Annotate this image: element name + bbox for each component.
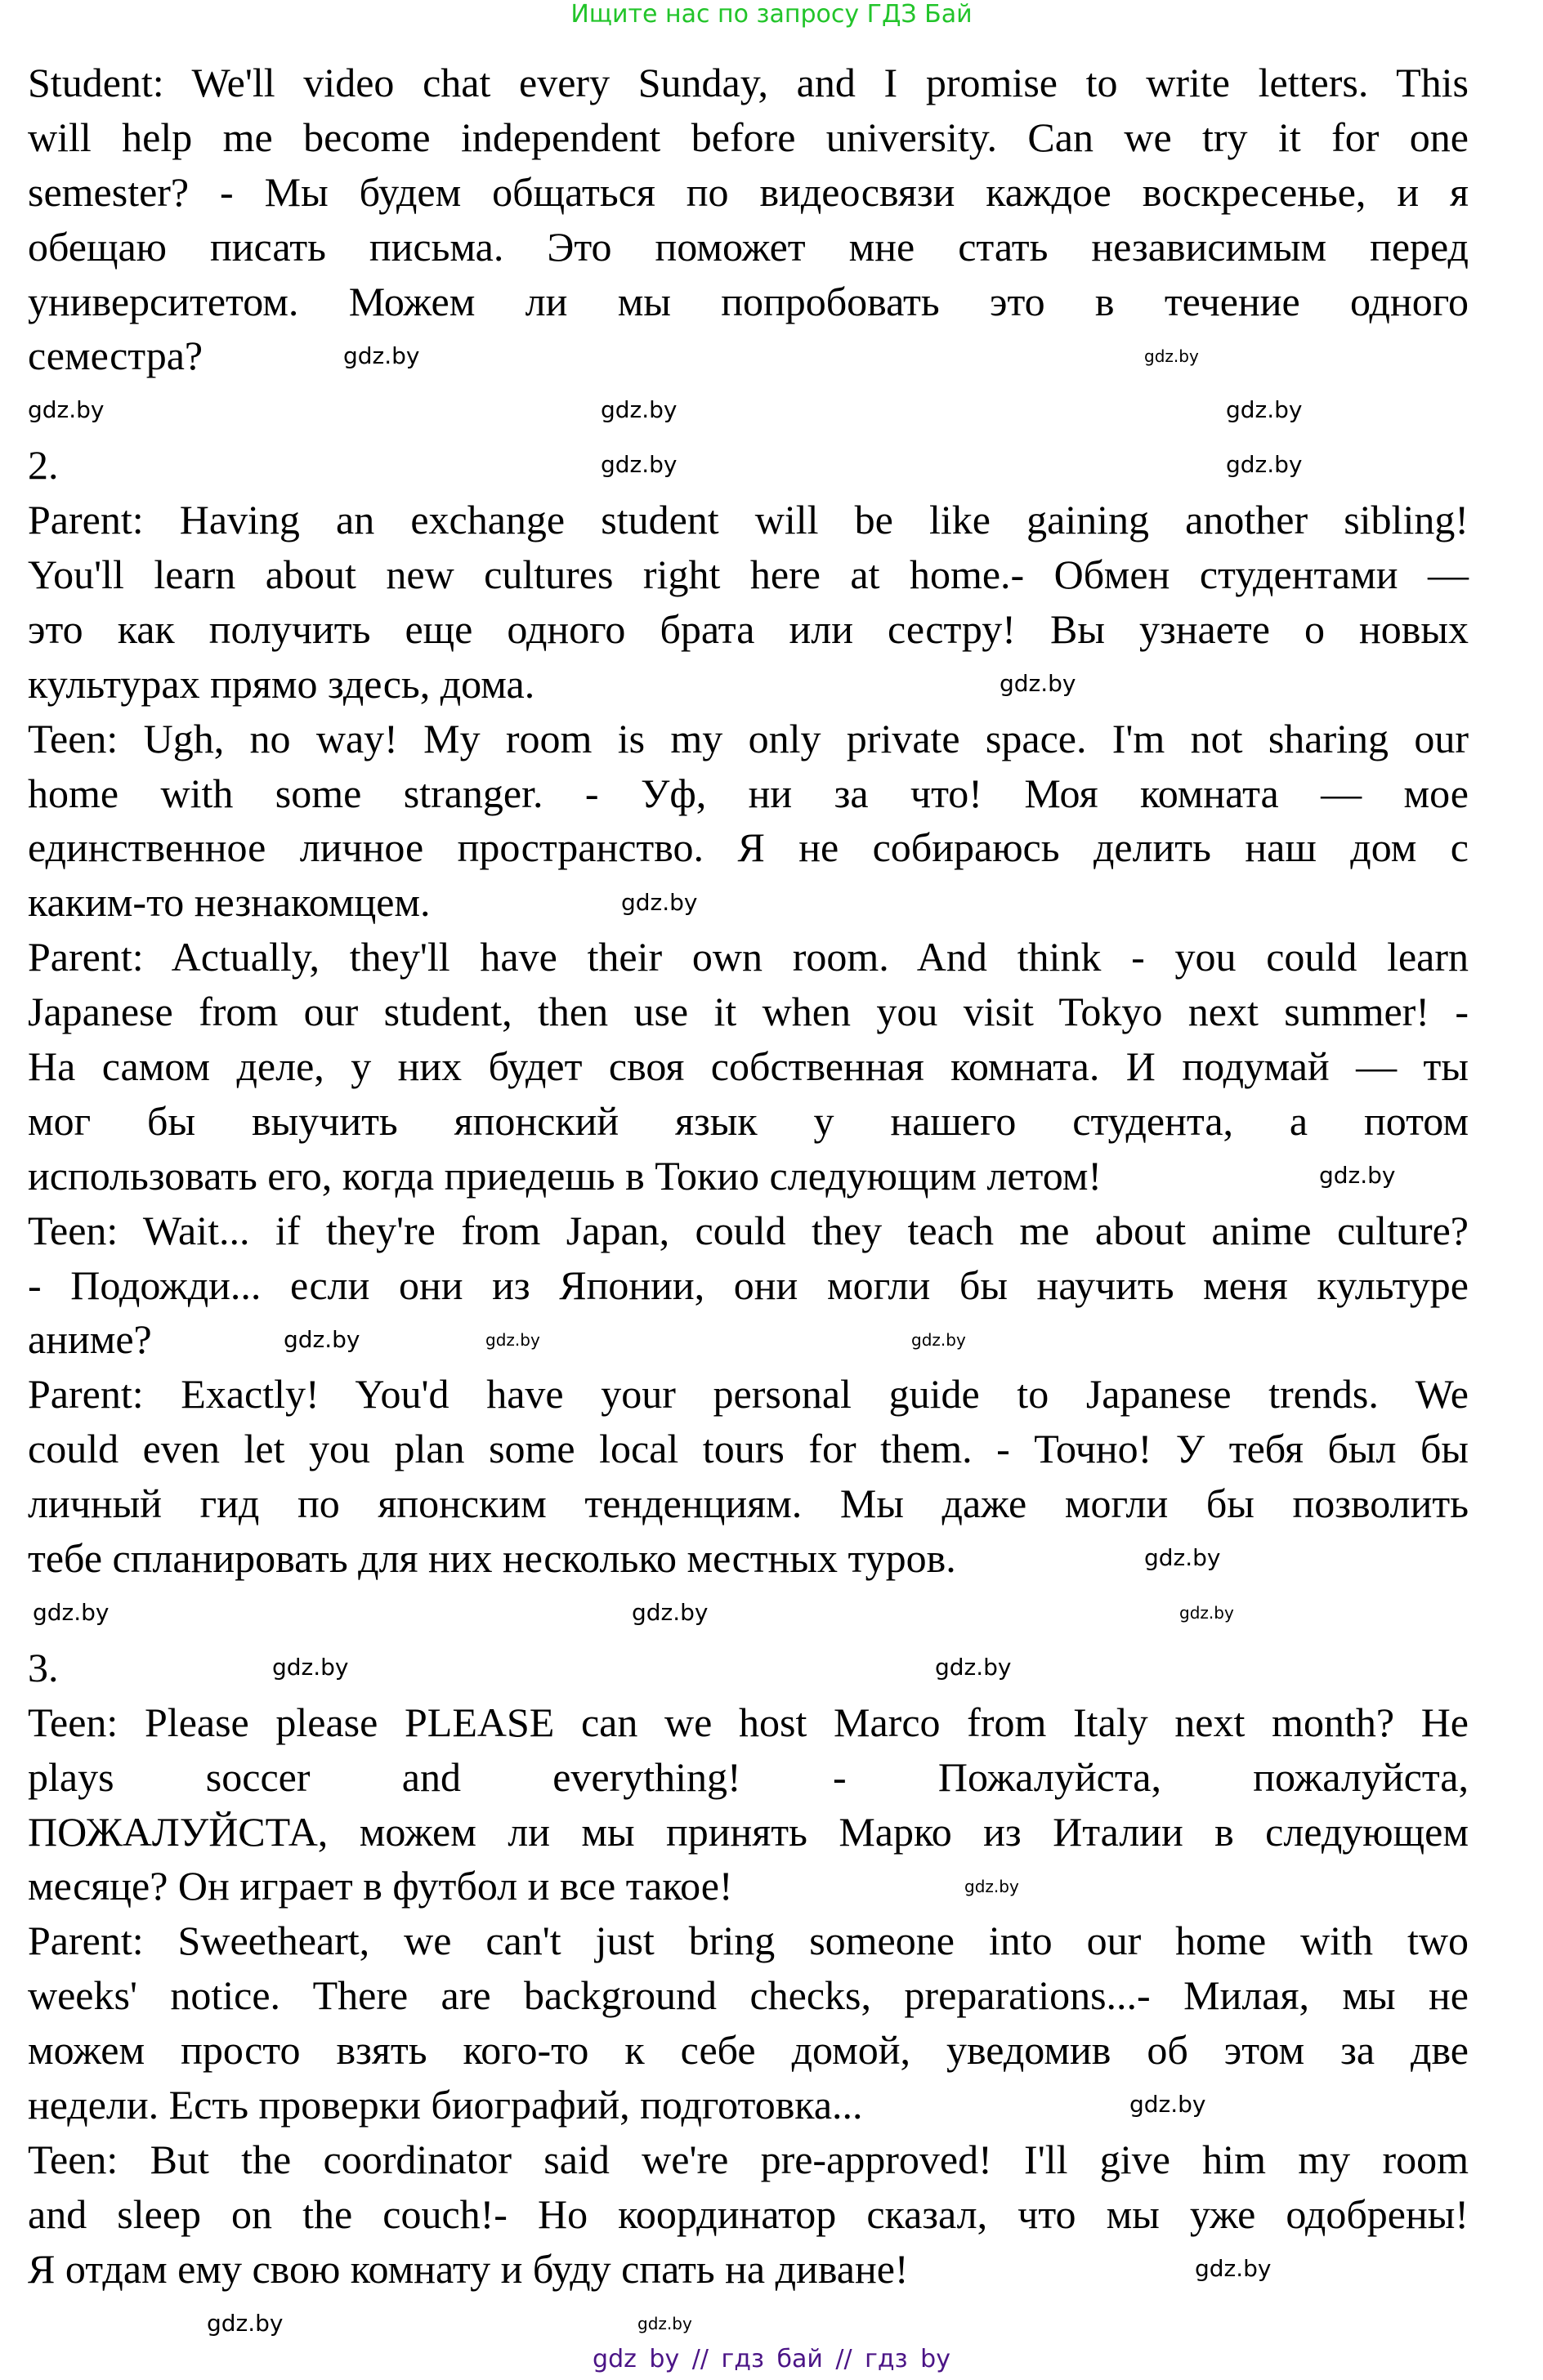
watermark: gdz.by [632,1599,709,1627]
paragraph [28,56,1469,383]
text-line: - Подожди... если они из Японии, они могли бы научить меня культуре [28,1261,1469,1308]
text-line [28,1586,1469,1641]
text-line: месяце? Он играет в футбол и все такое! [28,1863,733,1909]
paragraph [28,1203,1469,1368]
search-hint-banner: Ищите нас по запросу ГДЗ Бай [570,0,973,29]
text-line: Teen: Ugh, no way! My room is my only private space. I'm not sharing our [28,715,1469,761]
text-line: обещаю писать письма. Это поможет мне стать независимым перед [28,223,1469,270]
text-line: университетом. Можем ли мы попробовать это в течение одного [28,278,1469,324]
text-line: 2. [28,442,59,489]
paragraph [28,1641,1469,1695]
watermark: gdz.by [964,1876,1019,1896]
text-line: аниме? [28,1316,152,1363]
text-line: Teen: Please please PLEASE can we host Marco from Italy next month? He [28,1699,1469,1745]
watermark: gdz.by [1144,346,1199,366]
watermark: gdz.by [33,1599,110,1627]
watermark: gdz.by [935,1654,1012,1681]
text-line: это как получить еще одного брата или сестру! Вы узнаете о новых [28,605,1469,652]
paragraph [28,930,1469,1203]
text-line: единственное личное пространство. Я не собираюсь делить наш дом с [28,824,1469,871]
watermark: gdz.by [1179,1603,1234,1623]
watermark: gdz.by [1000,669,1076,697]
text-line: Teen: But the coordinator said we're pre-approved! I'll give him my room [28,2136,1469,2182]
text-line: Teen: Wait... if they're from Japan, could they teach me about anime culture? [28,1207,1469,1253]
paragraph [28,493,1469,712]
watermark: gdz.by [911,1329,966,1350]
footer-links: gdz by // гдз бай // гдз by [593,2345,950,2373]
watermark: gdz.by [1129,2091,1206,2119]
text-line: культурах прямо здесь, дома. [28,660,535,707]
text-line: семестра? [28,333,203,379]
watermark: gdz.by [1226,451,1303,479]
watermark: gdz.by [1226,396,1303,424]
text-line: plays soccer and everything! - Пожалуйста, пожалуйста, [28,1753,1469,1800]
text-line: Parent: Sweetheart, we can't just bring someone into our home with two [28,1918,1469,1964]
text-line: На самом деле, у них будет своя собственная комната. И подумай — ты [28,1043,1469,1090]
watermark: gdz.by [601,451,678,479]
text-line: Я отдам ему свою комнату и буду спать на диване! [28,2245,909,2292]
paragraph [28,1695,1469,1914]
text-line: мог бы выучить японский язык у нашего студента, а потом [28,1097,1469,1144]
text-line: Parent: Actually, they'll have their own room. And think - you could learn [28,934,1469,980]
text-line: home with some stranger. - Уф, ни за что! Моя комната — мое [28,770,1469,816]
paragraph [28,1367,1469,1586]
text-line: Japanese from our student, then use it when you visit Tokyo next summer! - [28,989,1469,1035]
text-line: semester? - Мы будем общаться по видеосвязи каждое воскресенье, и я [28,168,1469,215]
text-line: Student: We'll video chat every Sunday, and I promise to write letters. This [28,60,1469,105]
paragraph [28,712,1469,931]
watermark: gdz.by [207,2309,284,2337]
watermark: gdz.by [28,396,105,424]
text-line: weeks' notice. There are background checks, preparations...- Милая, мы не [28,1972,1469,2019]
text-line: ПОЖАЛУЙСТА, можем ли мы принять Марко из Италии в следующем [28,1808,1469,1855]
paragraph [28,1913,1469,2132]
text-line: will help me become independent before university. Can we try it for one [28,114,1469,160]
paragraph [28,1586,1469,1641]
watermark: gdz.by [1319,1162,1396,1189]
text-line: тебе спланировать для них несколько местных туров. [28,1535,956,1582]
watermark: gdz.by [621,888,698,916]
text-line: каким-то незнакомцем. [28,879,431,926]
watermark: gdz.by [485,1329,540,1350]
text-line: можем просто взять кого-то к себе домой, уведомив об этом за две [28,2027,1469,2074]
document-body [28,56,1469,2297]
text-line: Parent: Exactly! You'd have your personal guide to Japanese trends. We [28,1371,1469,1418]
text-line: недели. Есть проверки биографий, подготовка... [28,2081,863,2128]
text-line: 3. [28,1644,59,1690]
text-line: and sleep on the couch!- Но координатор сказал, что мы уже одобрены! [28,2190,1469,2237]
watermark: gdz.by [601,396,678,424]
watermark: gdz.by [284,1325,360,1353]
text-line: личный гид по японским тенденциям. Мы даже могли бы позволить [28,1480,1469,1527]
watermark: gdz.by [343,342,420,369]
watermark: gdz.by [272,1654,349,1681]
watermark: gdz.by [637,2313,692,2333]
watermark: gdz.by [1195,2255,1272,2282]
text-line: использовать его, когда приедешь в Токио следующим летом! [28,1152,1102,1199]
text-line: Parent: Having an exchange student will be like gaining another sibling! [28,497,1469,543]
watermark: gdz.by [1144,1544,1221,1572]
text-line: could even let you plan some local tours for them. - Точно! У тебя был бы [28,1426,1469,1472]
text-line: You'll learn about new cultures right here at home.- Обмен студентами — [28,551,1469,598]
